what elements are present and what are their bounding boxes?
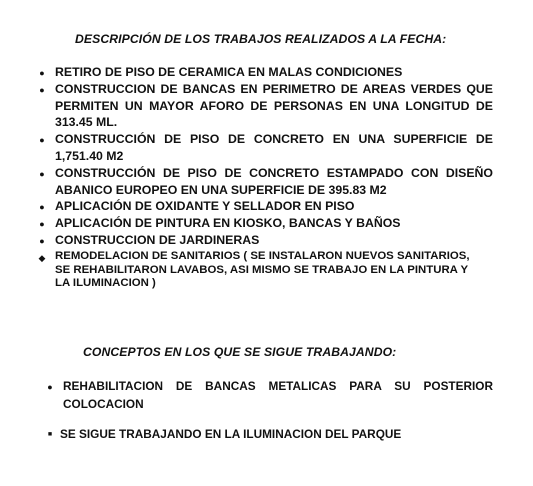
bullet-icon: ●	[39, 68, 45, 78]
list-item	[47, 426, 490, 443]
bullet-icon: ●	[39, 202, 45, 213]
list-item	[39, 81, 493, 131]
completed-work-list	[38, 64, 493, 291]
list-item	[39, 215, 493, 232]
square-bullet-icon: ■	[47, 431, 53, 438]
list-item-text: RETIRO DE PISO DE CERAMICA EN MALAS CONDICIONES	[55, 65, 403, 79]
bullet-icon: ●	[39, 168, 45, 179]
list-item	[38, 249, 485, 291]
list-item-text: CONSTRUCCION DE JARDINERAS	[55, 232, 260, 247]
list-item	[47, 378, 493, 413]
list-item-text: CONSTRUCCIÓN DE PISO DE CONCRETO EN UNA SUPERFICIE DE 1,751.40 M2	[55, 132, 493, 163]
bullet-icon: ●	[39, 84, 45, 95]
diamond-bullet-icon: ◆	[38, 252, 46, 263]
list-item	[39, 232, 493, 249]
list-item-text: CONSTRUCCION DE BANCAS EN PERIMETRO DE AREAS VERDES QUE PERMITEN UN MAYOR AFORO DE PERSONAS EN UNA LONGITUD DE 313.45 ML.	[55, 81, 493, 130]
bullet-icon: ●	[39, 135, 45, 146]
list-item	[39, 165, 493, 199]
bullet-icon: ●	[39, 235, 45, 246]
section-title-ongoing-work: CONCEPTOS EN LOS QUE SE SIGUE TRABAJANDO:	[83, 345, 397, 359]
ongoing-work-list-2	[47, 426, 490, 443]
list-item-text: APLICACIÓN DE PINTURA EN KIOSKO, BANCAS Y BAÑOS	[55, 216, 401, 231]
list-item-text: CONSTRUCCIÓN DE PISO DE CONCRETO ESTAMPADO CON DISEÑO ABANICO EUROPEO EN UNA SUPERFICIE DE 395.83 M2	[55, 165, 493, 197]
ongoing-work-list	[47, 378, 493, 413]
list-item-text: REHABILITACION DE BANCAS METALICAS PARA SU POSTERIOR COLOCACION	[63, 379, 493, 411]
list-item	[39, 131, 493, 165]
section-title-completed-work: DESCRIPCIÓN DE LOS TRABAJOS REALIZADOS A LA FECHA:	[75, 32, 447, 46]
list-item	[39, 198, 493, 215]
list-item-text: REMODELACION DE SANITARIOS ( SE INSTALARON NUEVOS SANITARIOS, SE REHABILITARON LAVABOS, ASI MISMO SE TRABAJO EN LA PINTURA Y LA ILUMINACION )	[55, 249, 470, 290]
bullet-icon: ●	[47, 382, 53, 392]
list-item-text: SE SIGUE TRABAJANDO EN LA ILUMINACION DEL PARQUE	[60, 427, 402, 441]
list-item	[39, 64, 493, 81]
bullet-icon: ●	[39, 219, 45, 230]
list-item-text: APLICACIÓN DE OXIDANTE Y SELLADOR EN PISO	[55, 199, 355, 214]
